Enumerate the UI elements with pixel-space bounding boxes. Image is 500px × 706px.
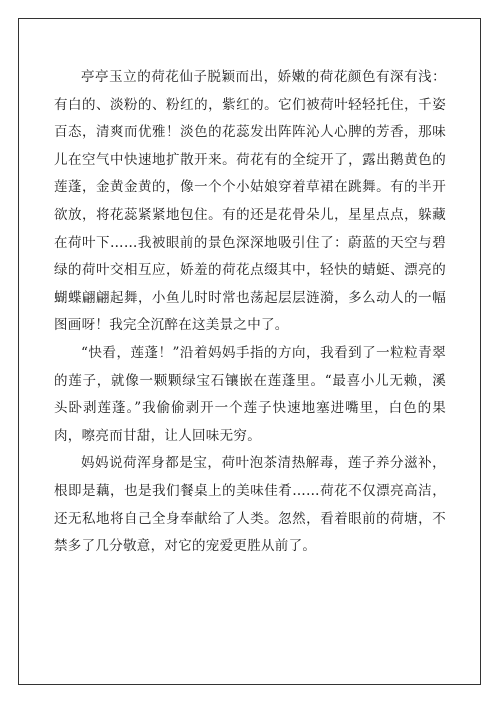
- document-body: [54, 64, 446, 561]
- paragraph-lotus-description: 亭亭玉立的荷花仙子脱颖而出，娇嫩的荷花颜色有深有浅：有白的、淡粉的、粉红的，紫红的。它们被荷叶轻轻托住，千姿百态，清爽而优雅！淡色的花蕊发出阵阵沁人心脾的芳香，那味儿在空气中快速地扩散开来。荷花有的全绽开了，露出鹅黄色的莲蓬，金黄金黄的，像一个个小姑娘穿着草裙在跳舞。有的半开欲放，将花蕊紧紧地包住。有的还是花骨朵儿，星星点点，躲藏在荷叶下……我被眼前的景色深深地吸引住了：蔚蓝的天空与碧绿的荷叶交相互应，娇羞的荷花点缀其中，轻快的蜻蜓、漂亮的蝴蝶翩翩起舞，小鱼儿时时常也荡起层层涟漪，多么动人的一幅图画呀！我完全沉醉在这美景之中了。: [54, 69, 446, 334]
- paragraph-lotus-seeds: “快看，莲蓬！”沿着妈妈手指的方向，我看到了一粒粒青翠的莲子，就像一颗颗绿宝石镶嵌在莲蓬里。“最喜小儿无赖，溪头卧剥莲蓬。”我偷偷剥开一个莲子快速地塞进嘴里，白色的果肉，嚓亮而甘甜，让人回味无穷。: [54, 344, 446, 444]
- paragraph-lotus-treasure: 妈妈说荷浑身都是宝，荷叶泡茶清热解毒，莲子养分滋补，根即是藕，也是我们餐桌上的美味佳肴……荷花不仅漂亮高洁，还无私地将自己全身奉献给了人类。忽然，看着眼前的荷塘，不禁多了几分敬意，对它的宠爱更胜从前了。: [54, 455, 446, 555]
